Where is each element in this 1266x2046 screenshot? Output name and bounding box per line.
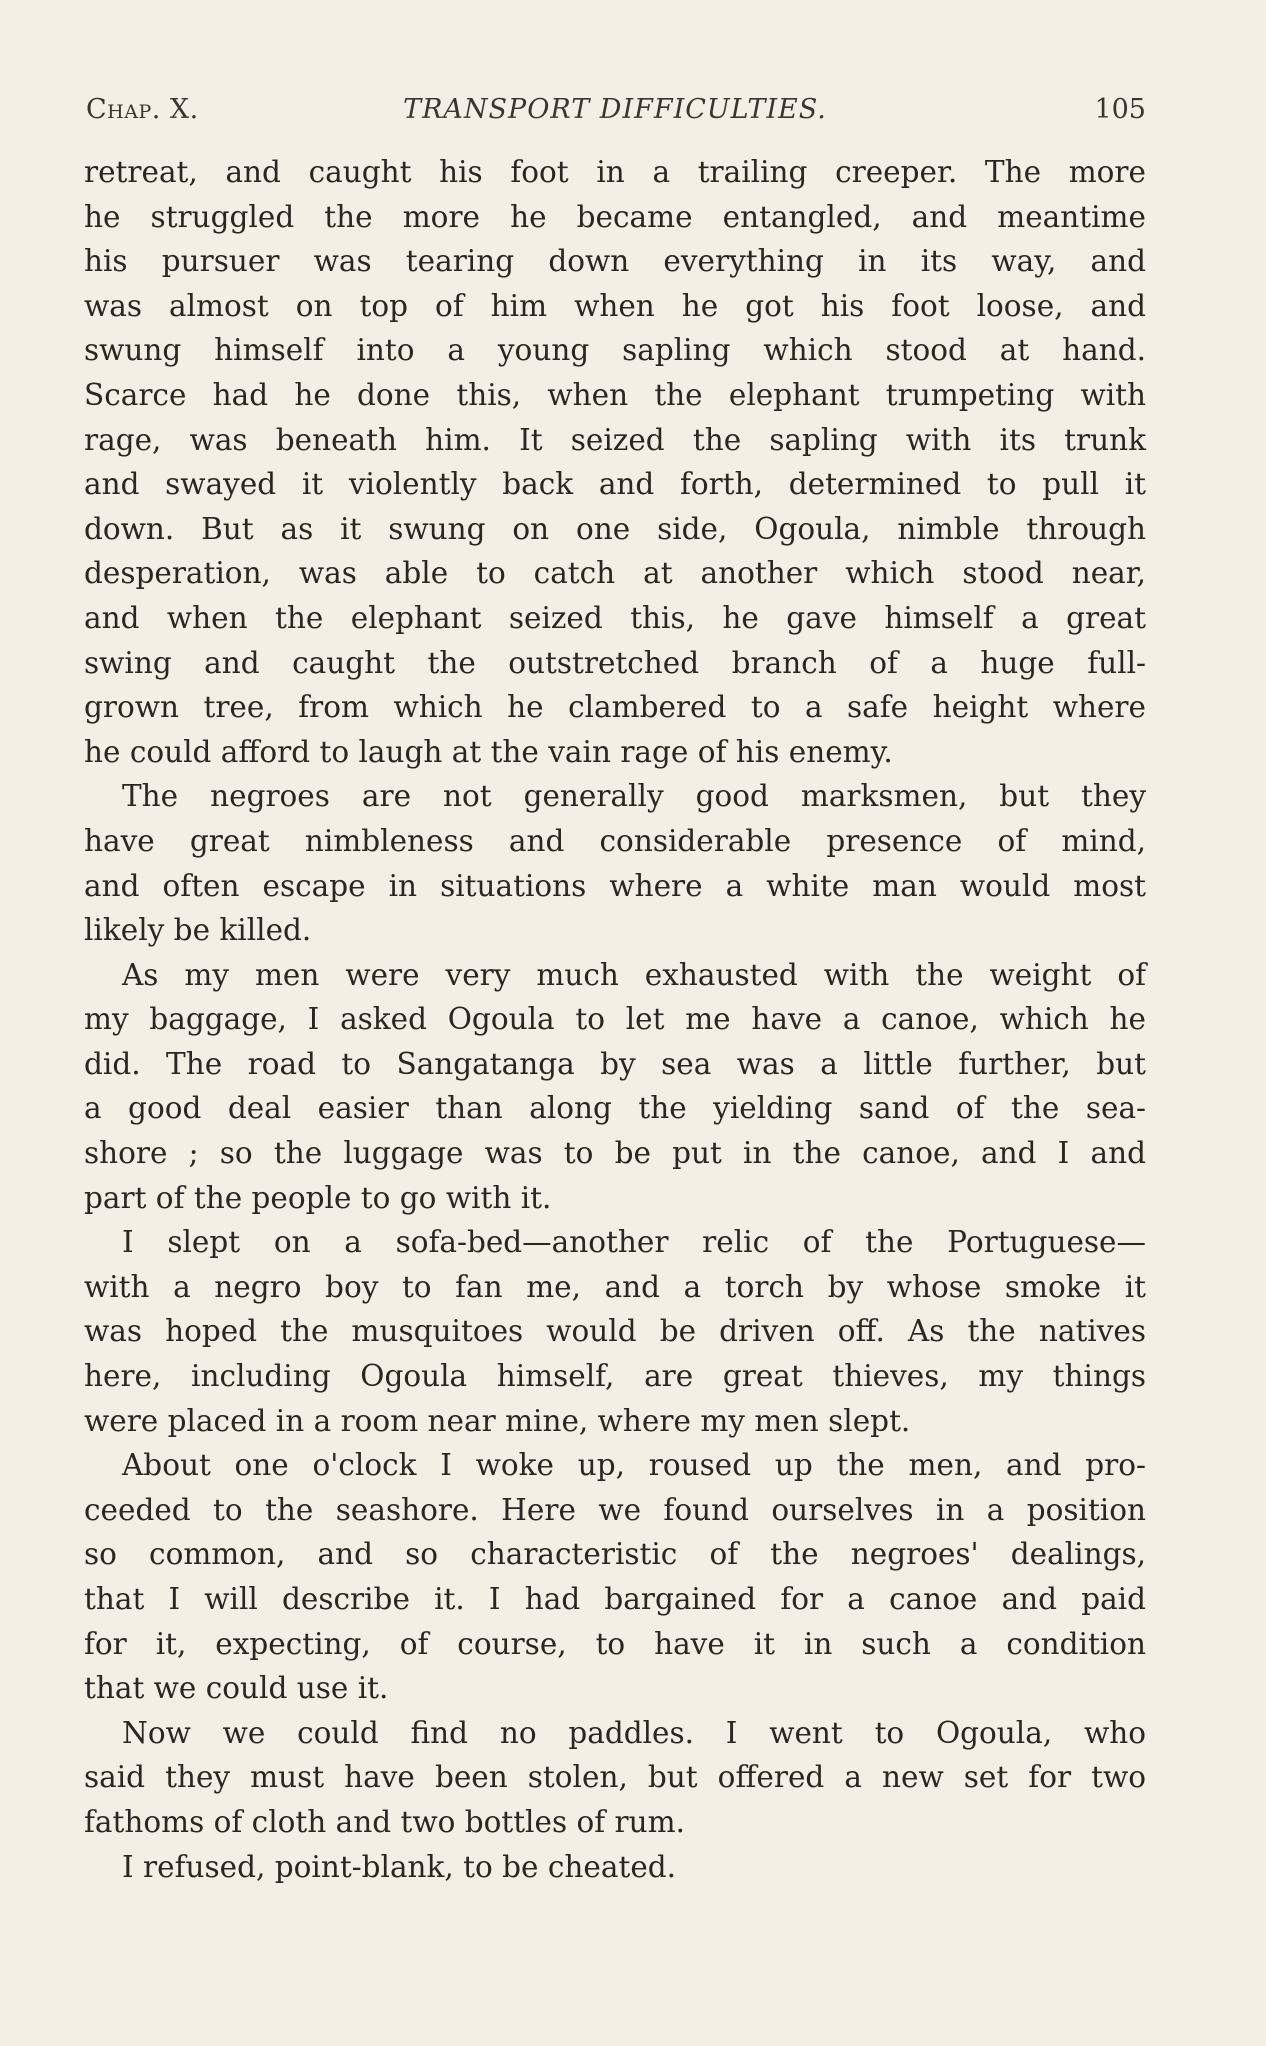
text-line: with a negro boy to fan me, and a torch by whose smoke it (84, 1269, 1146, 1304)
text-line: here, including Ogoula himself, are great thieves, my things (84, 1359, 1146, 1394)
text-line: for it, expecting, of course, to have it in such a condition (84, 1626, 1146, 1661)
text-line: As my men were very much exhausted with the weight of (122, 957, 1146, 992)
text-line: he struggled the more he became entangled, and meantime (84, 199, 1146, 234)
text-line: that I will describe it. I had bargained for a canoe and paid (84, 1582, 1146, 1616)
text-line: was hoped the musquitoes would be driven off. As the natives (84, 1314, 1146, 1349)
text-line: shore ; so the luggage was to be put in the canoe, and I and (84, 1136, 1146, 1171)
text-line: and when the elephant seized this, he gave himself a great (84, 600, 1146, 635)
text-line: I slept on a sofa-bed—another relic of the Portuguese— (122, 1225, 1146, 1260)
chapter-title: TRANSPORT DIFFICULTIES. (403, 94, 827, 125)
running-head (84, 88, 1146, 132)
text-line: grown tree, from which he clambered to a safe height where (84, 690, 1146, 725)
text-line: down. But as it swung on one side, Ogoula, nimble through (84, 511, 1146, 546)
chapter-label: Chap. X. (86, 94, 199, 125)
text-line: he could afford to laugh at the vain rage of his enemy. (84, 734, 893, 769)
text-line: said they must have been stolen, but offered a new set for two (84, 1760, 1146, 1795)
text-line: ceeded to the seashore. Here we found ourselves in a position (84, 1492, 1146, 1527)
text-line: so common, and so characteristic of the negroes' dealings, (84, 1537, 1146, 1572)
text-line: were placed in a room near mine, where my men slept. (84, 1403, 911, 1438)
text-line: his pursuer was tearing down everything in its way, and (84, 244, 1146, 279)
text-line: I refused, point-blank, to be cheated. (122, 1849, 677, 1884)
text-line: swung himself into a young sapling which stood at hand. (84, 333, 1146, 368)
text-line: rage, was beneath him. It seized the sapling with its trunk (84, 422, 1146, 457)
text-line: and swayed it violently back and forth, determined to pull it (84, 467, 1146, 502)
text-line: fathoms of cloth and two bottles of rum. (84, 1804, 685, 1839)
body-text (84, 150, 1146, 1889)
text-line: have great nimbleness and considerable presence of mind, (84, 823, 1146, 858)
text-line: Now we could find no paddles. I went to Ogoula, who (122, 1715, 1146, 1750)
text-line: my baggage, I asked Ogoula to let me have a canoe, which he (84, 1002, 1146, 1037)
text-line: that we could use it. (84, 1671, 389, 1706)
text-line: retreat, and caught his foot in a trailing creeper. The more (84, 155, 1146, 189)
paragraph (84, 1220, 1146, 1443)
paragraph (84, 1711, 1146, 1845)
text-line: About one o'clock I woke up, roused up the men, and pro- (122, 1448, 1146, 1483)
text-line: a good deal easier than along the yielding sand of the sea- (84, 1091, 1146, 1126)
text-line: part of the people to go with it. (84, 1180, 552, 1215)
text-line: desperation, was able to catch at another which stood near, (84, 556, 1146, 591)
text-line: Scarce had he done this, when the elephant trumpeting with (84, 377, 1146, 412)
text-line: swing and caught the outstretched branch of a huge full- (84, 645, 1146, 680)
paragraph (84, 953, 1146, 1221)
paragraph (84, 1443, 1146, 1711)
text-line: and often escape in situations where a white man would most (84, 868, 1146, 903)
paragraph (84, 774, 1146, 952)
text-line: did. The road to Sangatanga by sea was a little further, but (84, 1046, 1146, 1081)
text-line: likely be killed. (84, 913, 312, 948)
text-line: The negroes are not generally good marksmen, but they (122, 779, 1146, 814)
paragraph (84, 150, 1146, 774)
text-line: was almost on top of him when he got his foot loose, and (84, 288, 1146, 323)
paragraph (84, 1845, 1146, 1890)
page-number: 105 (1094, 94, 1146, 125)
book-page (84, 88, 1146, 1889)
